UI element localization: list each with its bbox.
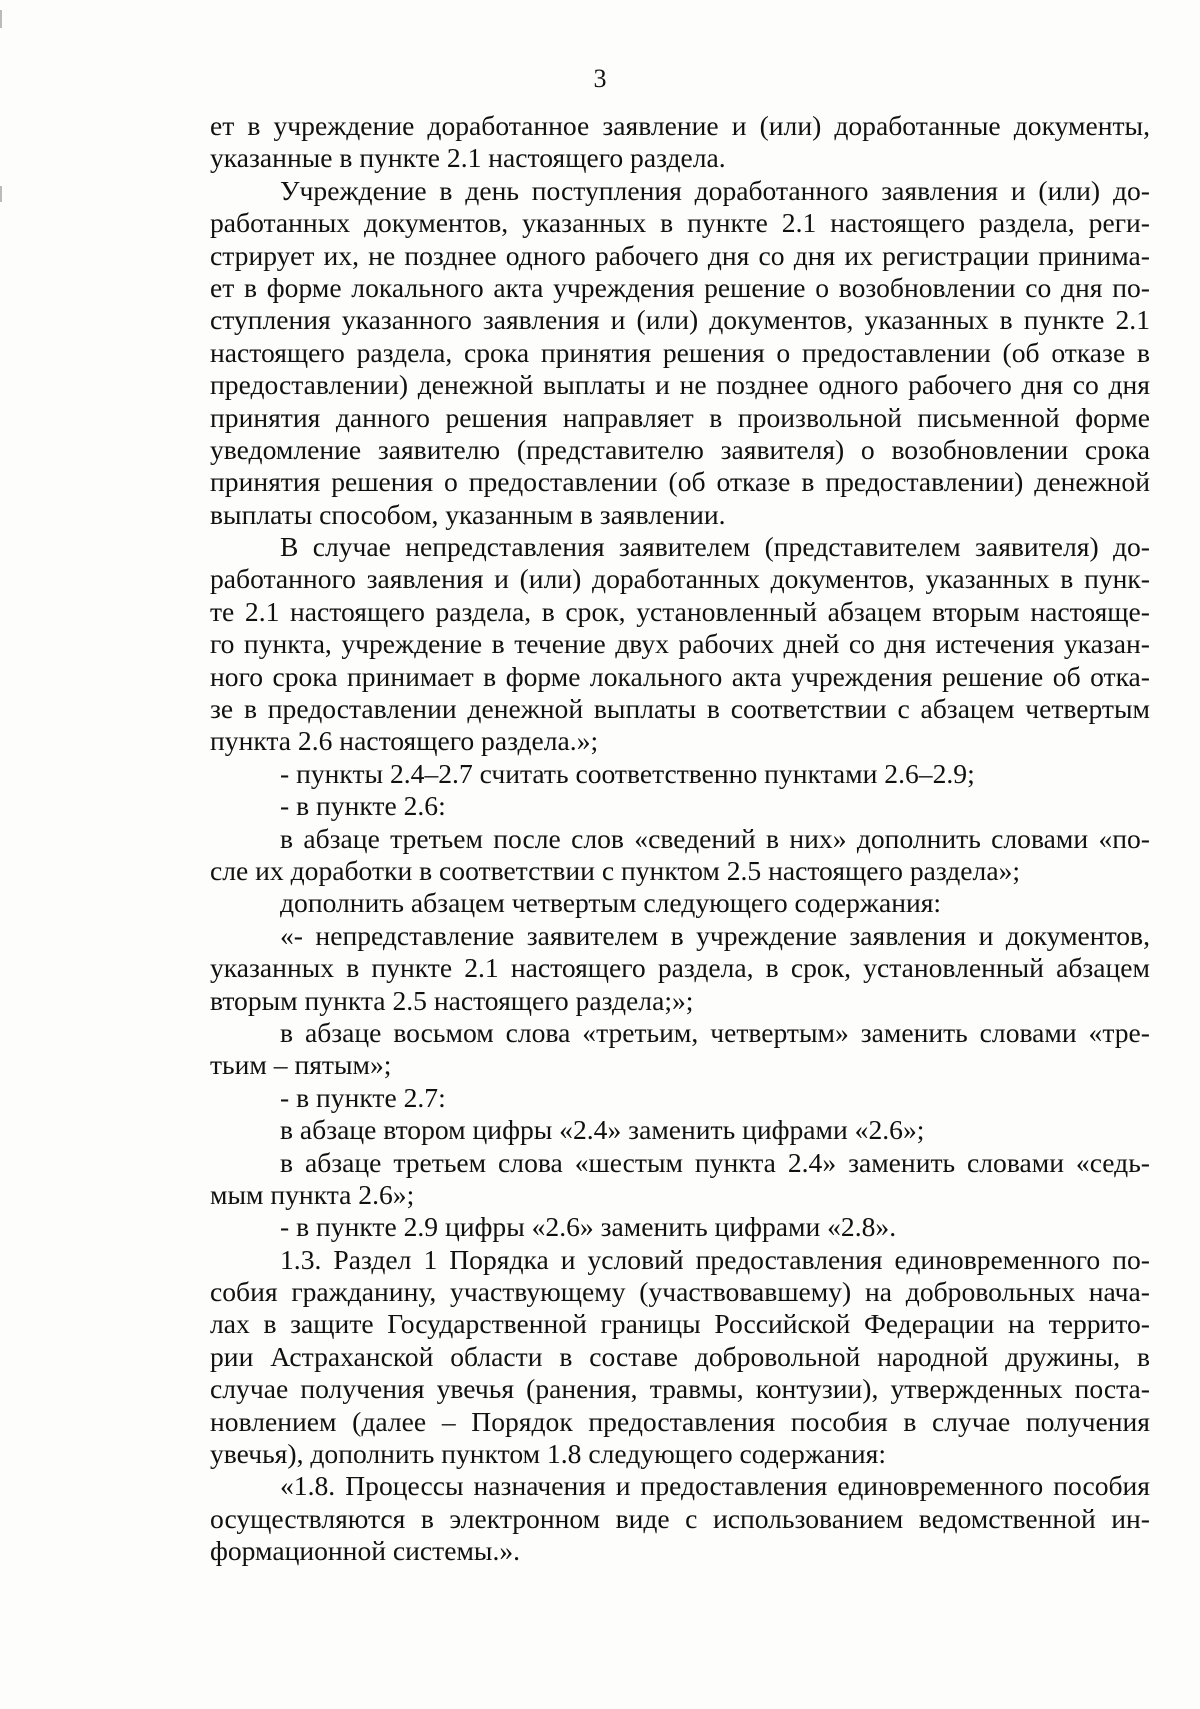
text-line: «- непредставление заявителем в учреждение заявления и документов, xyxy=(280,919,1150,951)
text-line: принятия решения о предоставлении (об отказе в предоставлении) денежной xyxy=(210,466,1150,498)
text-line: уведомление заявителю (представителю заявителя) о возобновлении срока xyxy=(210,433,1150,465)
text-line: собия гражданину, участвующему (участвовавшему) на добровольных нача- xyxy=(210,1276,1150,1308)
text-line: стрирует их, не позднее одного рабочего дня со дня их регистрации принима- xyxy=(210,239,1150,271)
page-number: 3 xyxy=(593,64,607,93)
text-line: вторым пункта 2.5 настоящего раздела;»; xyxy=(210,984,694,1016)
text-line: формационной системы.». xyxy=(210,1535,521,1567)
text-line: настоящего раздела, срока принятия решения о предоставлении (об отказе в xyxy=(210,336,1150,368)
text-line: В случае непредставления заявителем (представителем заявителя) до- xyxy=(280,531,1150,563)
text-line: ного срока принимает в форме локального акта учреждения решение об отка- xyxy=(210,660,1150,692)
text-line: указанных в пункте 2.1 настоящего раздела, в срок, установленный абзацем xyxy=(210,952,1150,984)
paragraph xyxy=(210,1114,1150,1146)
text-line: зе в предоставлении денежной выплаты в соответствии с абзацем четвертым xyxy=(210,693,1150,725)
text-line: - в пункте 2.7: xyxy=(280,1081,446,1113)
text-line: мым пункта 2.6»; xyxy=(210,1178,415,1210)
paragraph xyxy=(210,531,1150,758)
text-line: в абзаце втором цифры «2.4» заменить цифрами «2.6»; xyxy=(280,1114,925,1146)
paragraph xyxy=(210,790,1150,822)
text-line: в абзаце восьмом слова «третьим, четвертым» заменить словами «тре- xyxy=(280,1016,1150,1048)
paragraph xyxy=(210,1082,1150,1114)
text-line: «1.8. Процессы назначения и предоставления единовременного пособия xyxy=(280,1470,1150,1502)
text-line: осуществляются в электронном виде с использованием ведомственной ин- xyxy=(210,1502,1150,1534)
text-line: го пункта, учреждение в течение двух рабочих дней со дня истечения указан- xyxy=(210,628,1150,660)
text-line: - в пункте 2.6: xyxy=(280,790,446,822)
text-line: принятия данного решения направляет в произвольной письменной форме xyxy=(210,401,1150,433)
text-line: - в пункте 2.9 цифры «2.6» заменить цифрами «2.8». xyxy=(280,1211,897,1243)
text-line: в абзаце третьем после слов «сведений в них» дополнить словами «по- xyxy=(280,822,1150,854)
paragraph xyxy=(210,758,1150,790)
text-line: предоставлении) денежной выплаты и не позднее одного рабочего дня со дня xyxy=(210,369,1150,401)
scan-edge-mark xyxy=(0,186,2,202)
text-line: ступления указанного заявления и (или) документов, указанных в пункте 2.1 xyxy=(210,304,1150,336)
text-line: увечья), дополнить пунктом 1.8 следующего содержания: xyxy=(210,1438,887,1470)
paragraph xyxy=(210,1017,1150,1082)
text-line: работанных документов, указанных в пункте 2.1 настоящего раздела, реги- xyxy=(210,207,1150,239)
text-line: работанного заявления и (или) доработанных документов, указанных в пунк- xyxy=(210,563,1150,595)
text-line: 1.3. Раздел 1 Порядка и условий предоставления единовременного по- xyxy=(280,1243,1150,1275)
paragraph xyxy=(210,887,1150,919)
text-line: ет в учреждение доработанное заявление и (или) доработанные документы, xyxy=(210,110,1150,141)
text-line: ет в форме локального акта учреждения решение о возобновлении со дня по- xyxy=(210,271,1150,303)
text-line: сле их доработки в соответствии с пунктом 2.5 настоящего раздела»; xyxy=(210,854,1021,886)
text-line: выплаты способом, указанным в заявлении. xyxy=(210,498,726,530)
text-line: новлением (далее – Порядок предоставления пособия в случае получения xyxy=(210,1405,1150,1437)
text-line: случае получения увечья (ранения, травмы, контузии), утвержденных поста- xyxy=(210,1373,1150,1405)
paragraph xyxy=(210,110,1150,175)
paragraph xyxy=(210,175,1150,531)
text-line: пункта 2.6 настоящего раздела.»; xyxy=(210,725,599,757)
text-line: тьим – пятым»; xyxy=(210,1049,392,1081)
text-line: указанные в пункте 2.1 настоящего раздела. xyxy=(210,142,726,174)
paragraph xyxy=(210,823,1150,888)
text-line: дополнить абзацем четвертым следующего содержания: xyxy=(280,887,942,919)
paragraph xyxy=(210,920,1150,1017)
text-line: - пункты 2.4–2.7 считать соответственно пунктами 2.6–2.9; xyxy=(280,757,975,789)
paragraph xyxy=(210,1211,1150,1243)
text-line: Учреждение в день поступления доработанного заявления и (или) до- xyxy=(280,174,1150,206)
paragraph xyxy=(210,1470,1150,1567)
text-line: рии Астраханской области в составе добровольной народной дружины, в xyxy=(210,1340,1150,1372)
text-line: в абзаце третьем слова «шестым пункта 2.4» заменить словами «седь- xyxy=(280,1146,1150,1178)
text-line: лах в защите Государственной границы Российской Федерации на террито- xyxy=(210,1308,1150,1340)
document-body xyxy=(210,110,1150,1568)
paragraph xyxy=(210,1244,1150,1471)
scan-edge-mark xyxy=(0,10,2,28)
text-line: те 2.1 настоящего раздела, в срок, установленный абзацем вторым настояще- xyxy=(210,595,1150,627)
paragraph xyxy=(210,1147,1150,1212)
